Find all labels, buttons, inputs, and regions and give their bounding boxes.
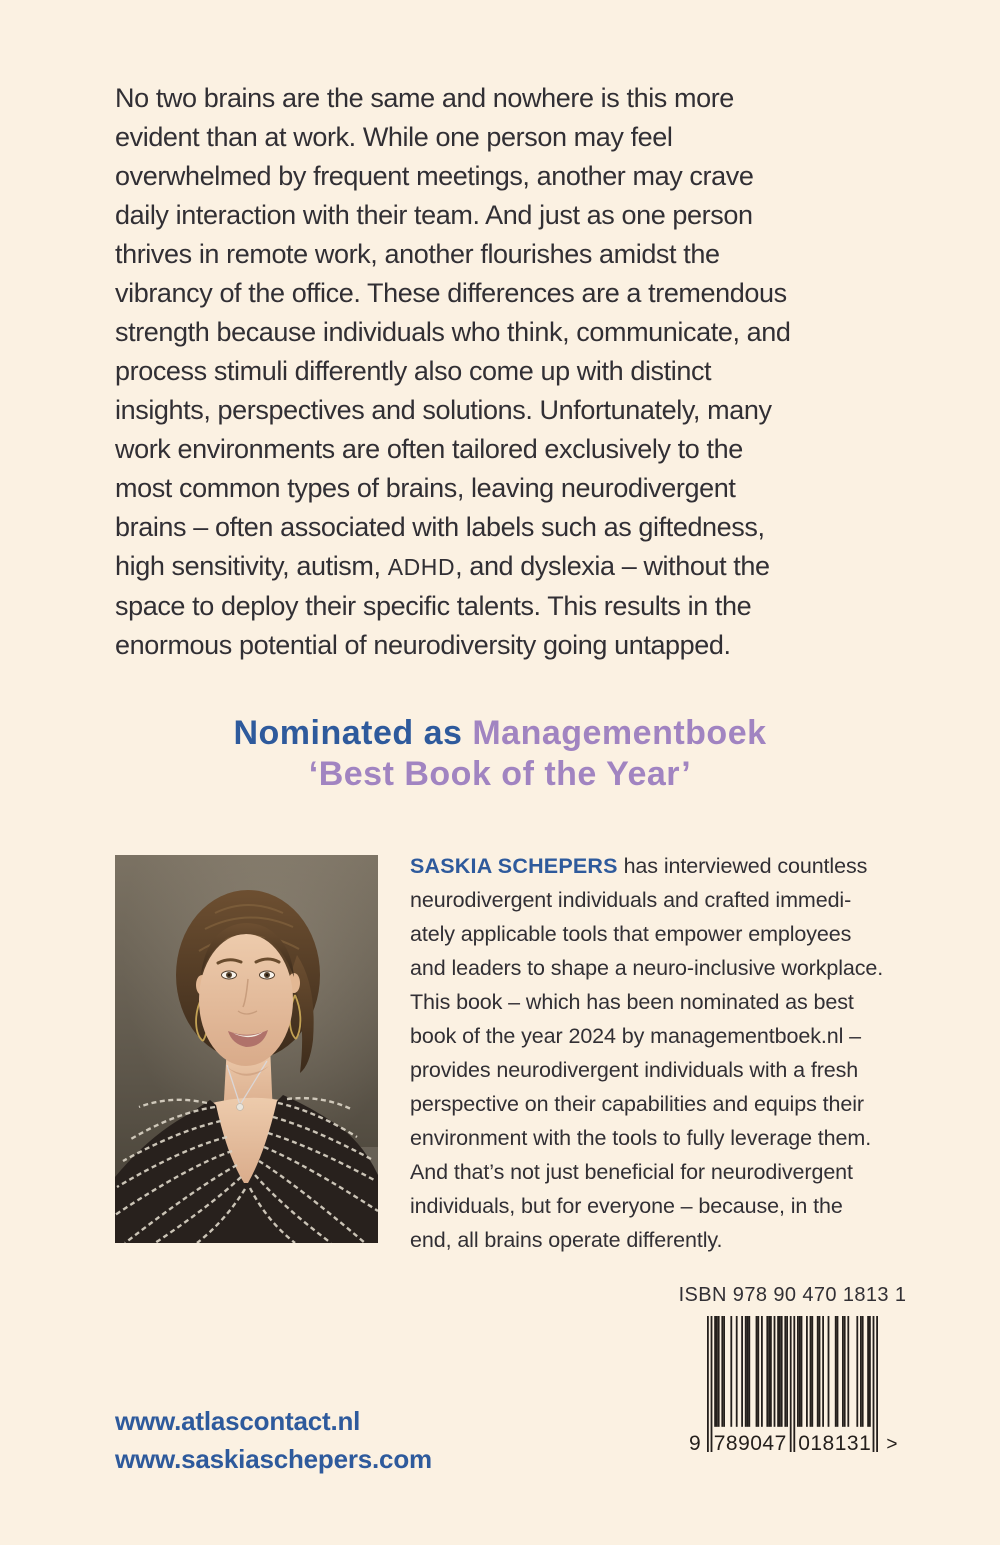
text-line: and leaders to shape a neuro-inclusive workplace. — [410, 956, 884, 980]
text-line: individuals, but for everyone – because, in the — [410, 1194, 843, 1218]
author-site-link[interactable]: www.saskiaschepers.com — [115, 1444, 432, 1474]
award-heading — [0, 713, 1000, 795]
text-line: book of the year 2024 by managementboek.nl – — [410, 1024, 861, 1048]
text-line: insights, perspectives and solutions. Unfortunately, many — [115, 395, 772, 425]
synopsis-text — [115, 79, 925, 665]
text-line: most common types of brains, leaving neurodivergent — [115, 473, 736, 503]
text-line: neurodivergent individuals and crafted immedi- — [410, 888, 852, 912]
text-line: brains – often associated with labels such as giftedness, — [115, 512, 765, 542]
text-line: enormous potential of neurodiversity going untapped. — [115, 630, 731, 660]
text-line: No two brains are the same and nowhere is this more — [115, 83, 734, 113]
author-photo — [115, 855, 378, 1243]
text-line: provides neurodivergent individuals with a fresh — [410, 1058, 859, 1082]
text-line: evident than at work. While one person may feel — [115, 122, 673, 152]
barcode-digits-left: 789047 — [713, 1432, 787, 1455]
text-line: work environments are often tailored exclusively to the — [115, 434, 743, 464]
text-line: ‘Best Book of the Year’ — [308, 755, 692, 793]
text-line: ately applicable tools that empower employees — [410, 922, 852, 946]
text-line: thrives in remote work, another flourishes amidst the — [115, 239, 720, 269]
author-photo-illustration — [115, 855, 378, 1243]
text-line: space to deploy their specific talents. This results in the — [115, 591, 752, 621]
barcode-digits-right: 018131 — [798, 1432, 872, 1455]
barcode-digit-leading: 9 — [689, 1432, 702, 1455]
text-line: overwhelmed by frequent meetings, another may crave — [115, 161, 754, 191]
text-line: SASKIA SCHEPERS has interviewed countless — [410, 854, 868, 878]
barcode-quiet-zone-mark: > — [886, 1434, 898, 1455]
text-line: end, all brains operate differently. — [410, 1228, 723, 1252]
text-line: perspective on their capabilities and equips their — [410, 1092, 864, 1116]
text-line: environment with the tools to fully leverage them. — [410, 1126, 872, 1150]
text-line: And that’s not just beneficial for neurodivergent — [410, 1160, 853, 1184]
text-line: daily interaction with their team. And just as one person — [115, 200, 753, 230]
publisher-link[interactable]: www.atlascontact.nl — [115, 1406, 361, 1436]
text-line: vibrancy of the office. These differences are a tremendous — [115, 278, 787, 308]
website-links — [115, 1402, 432, 1478]
text-line: high sensitivity, autism, ADHD, and dyslexia – without the — [115, 551, 770, 581]
author-bio-text — [410, 849, 930, 1257]
text-line: Nominated as Managementboek — [233, 714, 767, 752]
text-line: strength because individuals who think, communicate, and — [115, 317, 791, 347]
isbn-block — [640, 1284, 945, 1455]
ean-barcode — [689, 1316, 898, 1455]
text-line: This book – which has been nominated as best — [410, 990, 854, 1014]
text-line: process stimuli differently also come up with distinct — [115, 356, 712, 386]
isbn-label: ISBN 978 90 470 1813 1 — [678, 1284, 907, 1306]
